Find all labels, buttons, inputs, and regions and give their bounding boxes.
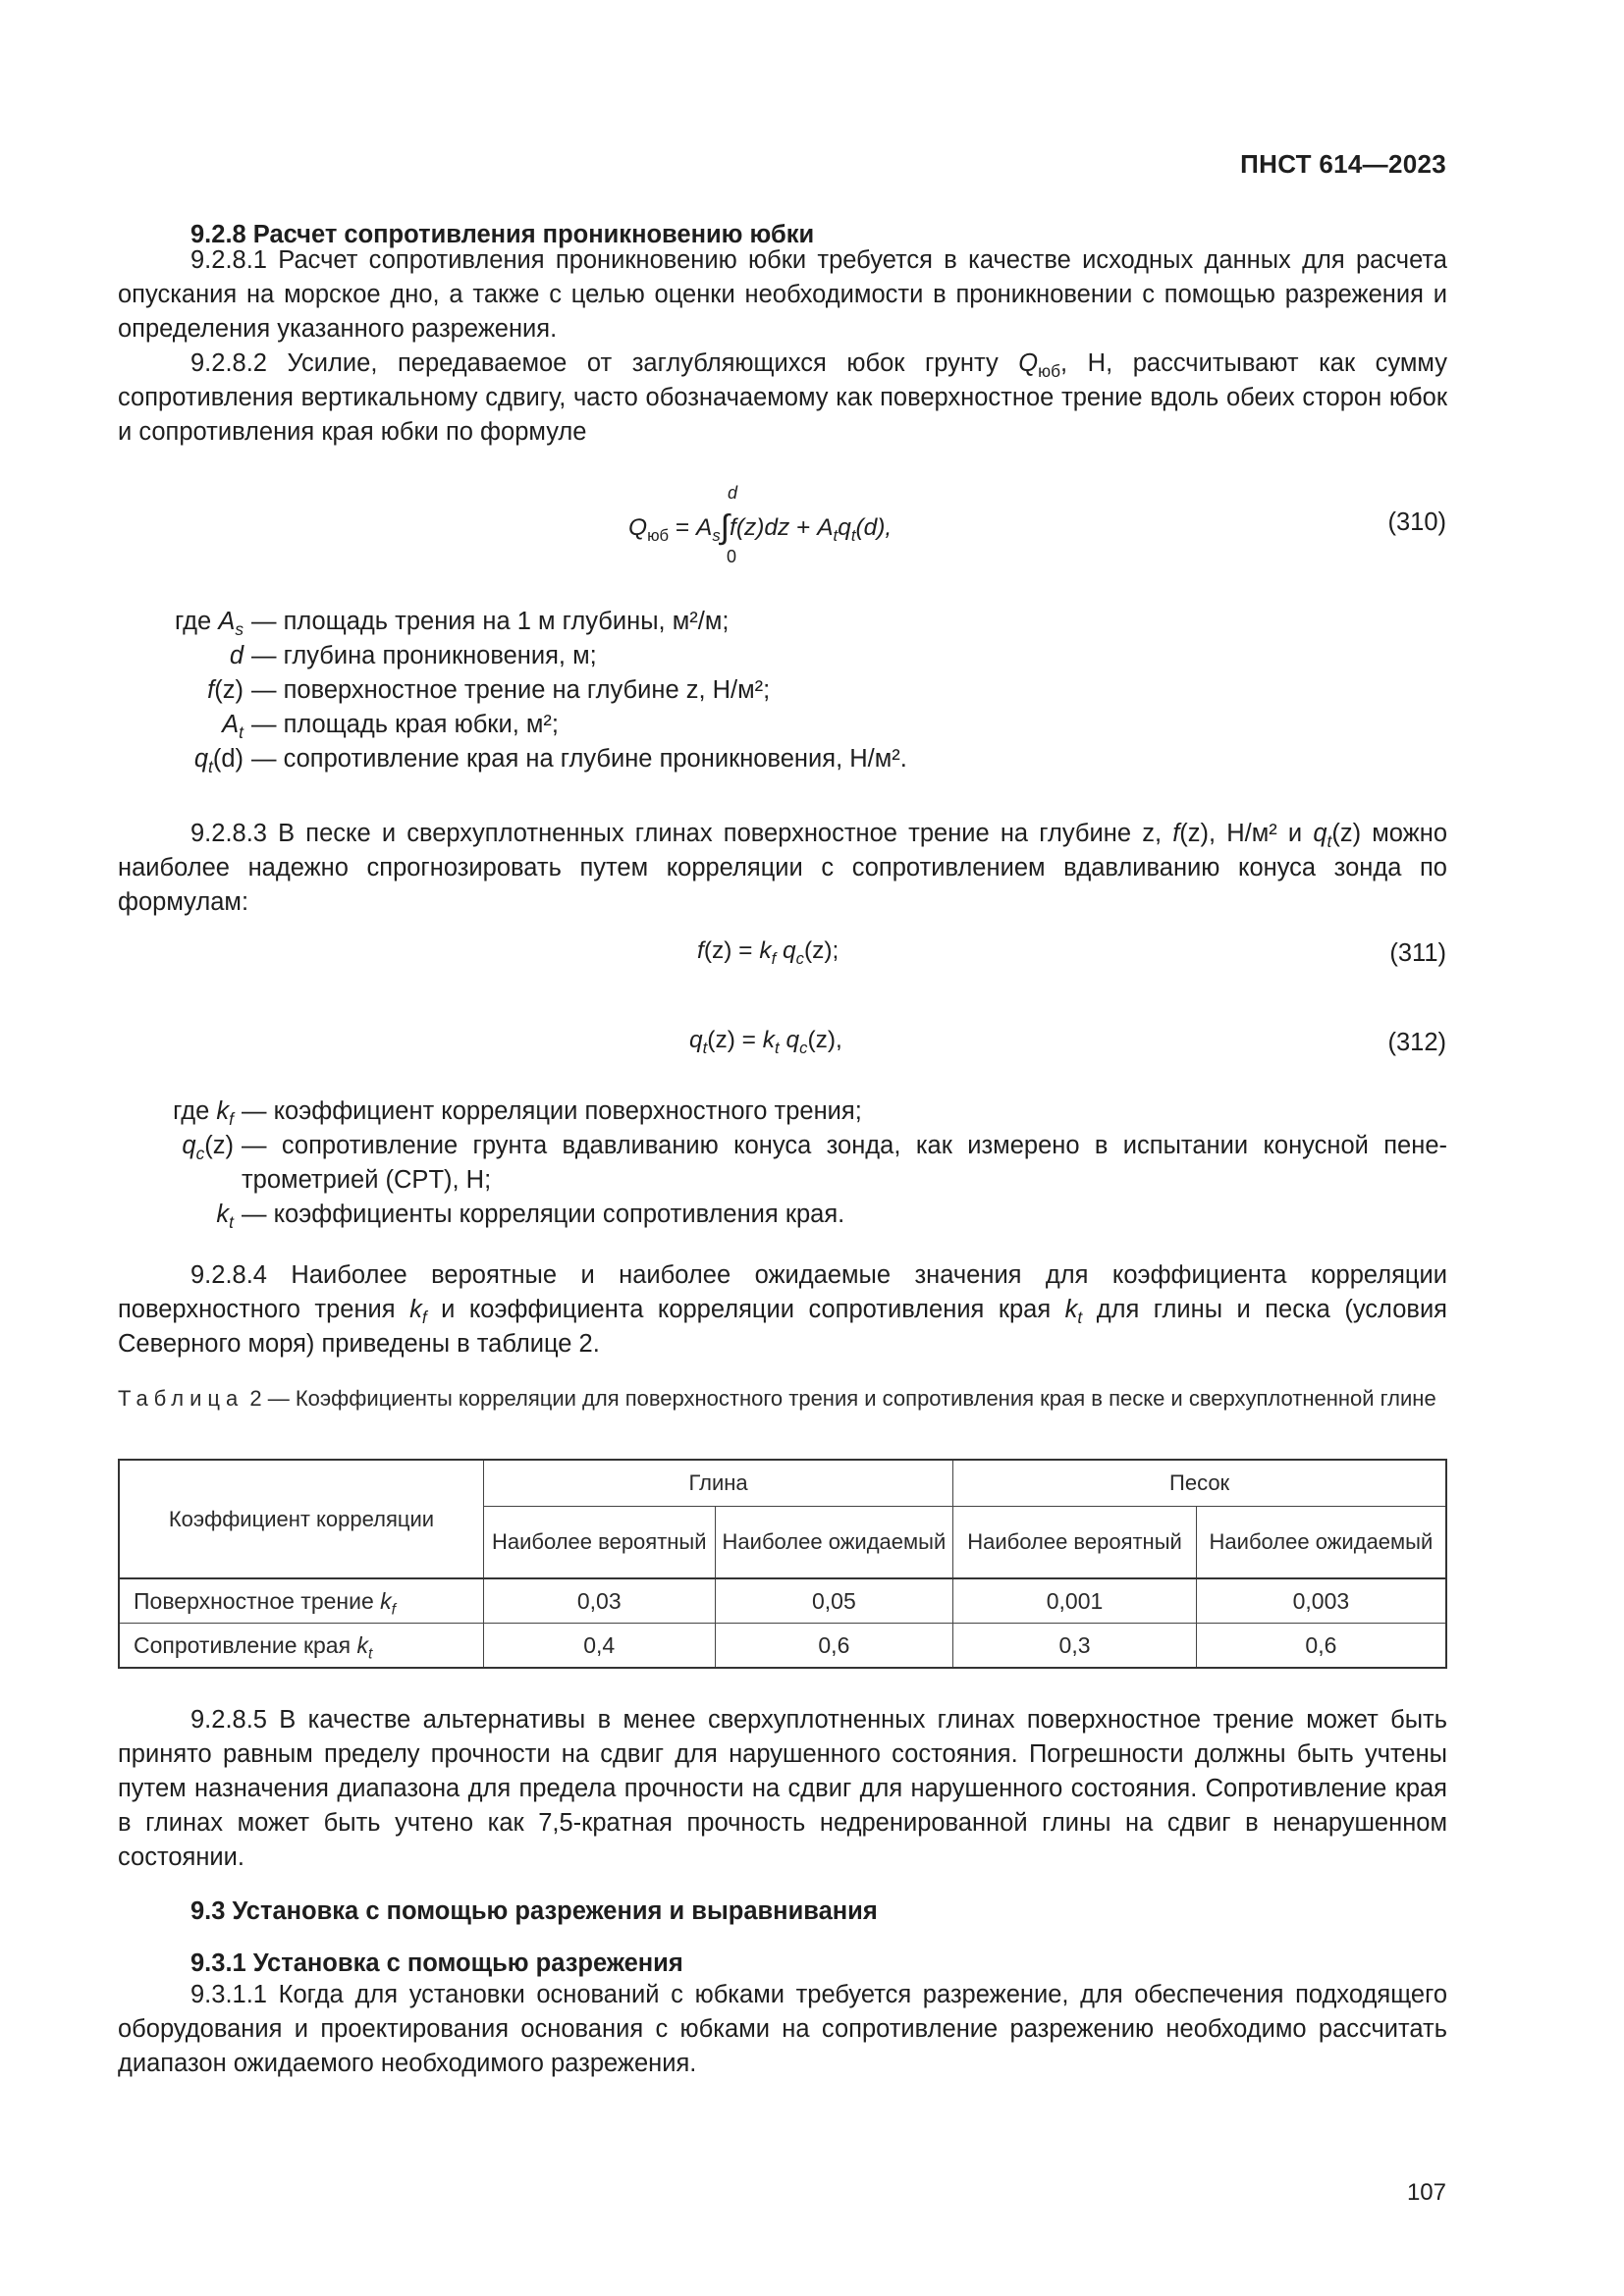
table-header-sand: Песок [953, 1460, 1446, 1507]
document-code: ПНСТ 614—2023 [1240, 149, 1446, 179]
table-cell: 0,05 [715, 1578, 953, 1624]
section-9-3-title: 9.3 Установка с помощью разрежения и выравнивания [190, 1897, 878, 1925]
equation-number-310: (310) [1387, 508, 1446, 536]
formula-310: $Q_{юб} = A_s\int f(z)dz + A_tq_t(d)$, [628, 508, 893, 546]
paragraph-9-2-8-2: 9.2.8.2 Усилие, передаваемое от заглубляющихся юбок грунту $Q_{юб}$, Н, рассчитывают как сумму сопротивления вертикальному сдвигу, часто обозначаемому как поверхностное трение вдоль обеих сторон юбок и сопротивления края юбки по формуле [118, 349, 1447, 446]
paragraph-9-2-8-5: 9.2.8.5 В качестве альтернативы в менее сверхуплотненных глинах поверхностное трение может быть принято равным пределу прочности на сдвиг для нарушенного состояния. Погрешности должны быть учтены путем назначения диапазона для предела прочности на сдвиг для нарушенного состояния. Сопротивление края в глинах может быть учтено как 7,5-кратная прочность недренированной глины на сдвиг в ненарушенном состоянии. [118, 1706, 1447, 1871]
definition-row: d — глубина проникновения, м; [229, 642, 597, 669]
definition-row: где $k_f$ — коэффициент корреляции поверхностного трения; [173, 1097, 862, 1130]
equation-number-312: (312) [1387, 1029, 1446, 1056]
integral-upper-limit: d [728, 483, 738, 503]
integral-sign: ∫ [720, 508, 731, 546]
table-cell: 0,6 [715, 1624, 953, 1669]
table-cell: 0,6 [1196, 1624, 1446, 1669]
table-cell: 0,03 [483, 1578, 715, 1624]
table-subheader: Наиболее ожидаемый [1196, 1507, 1446, 1579]
definition-row: $q_c(z)$ — сопротивление грунта вдавливанию конуса зонда, как измерено в испытании конусной пене-трометрией (CPT), Н; [182, 1132, 1447, 1194]
table-header-clay: Глина [483, 1460, 952, 1507]
definition-row: $A_t$ — площадь края юбки, м²; [222, 711, 559, 743]
table-cell: 0,4 [483, 1624, 715, 1669]
table-cell: 0,3 [953, 1624, 1197, 1669]
paragraph-9-2-8-4: 9.2.8.4 Наиболее вероятные и наиболее ожидаемые значения для коэффициента корреляции поверхностного трения $k_f$ и коэффициента корреляции сопротивления края $k_t$ для глины и песка (условия Северного моря) приведены в таблице 2. [118, 1261, 1447, 1358]
integral-lower-limit: 0 [727, 547, 737, 566]
paragraph-9-2-8-1: 9.2.8.1 Расчет сопротивления проникновению юбки требуется в качестве исходных данных для расчета опускания на морское дно, а также с целью оценки необходимости в проникновении с помощью разрежения и определения указанного разрежения. [118, 246, 1447, 343]
paragraph-9-2-8-3: 9.2.8.3 В песке и сверхуплотненных глинах поверхностное трение на глубине z, f(z), Н/м² и $q_t(z)$ можно наиболее надежно спрогнозировать путем корреляции с сопротивлением вдавливанию конуса зонда по формулам: [118, 820, 1447, 916]
table-cell: 0,003 [1196, 1578, 1446, 1624]
table-row [119, 1578, 1446, 1624]
definitions-311 [118, 1095, 1453, 1232]
where-word: где [175, 608, 212, 635]
row-label: Сопротивление края $k_t$ [119, 1624, 483, 1669]
table-subheader: Наиболее вероятный [483, 1507, 715, 1579]
section-9-3-1-title: 9.3.1 Установка с помощью разрежения [190, 1949, 683, 1977]
table-2 [118, 1459, 1447, 1669]
definition-row: где $A_s$ — площадь трения на 1 м глубины, м²/м; [175, 608, 730, 640]
definition-row: $q_t(d)$ — сопротивление края на глубине проникновения, Н/м². [193, 745, 907, 777]
table-row [119, 1624, 1446, 1669]
page-number: 107 [1406, 2179, 1446, 2206]
equation-number-311: (311) [1389, 939, 1446, 967]
definition-row: $k_t$ — коэффициенты корреляции сопротивления края. [216, 1201, 845, 1233]
paragraph-9-3-1-1: 9.3.1.1 Когда для установки оснований с юбками требуется разрежение, для обеспечения подходящего оборудования и проектирования основания с юбками на сопротивление разрежению необходимо рассчитать диапазон ожидаемого необходимого разрежения. [118, 1981, 1447, 2077]
table-cell: 0,001 [953, 1578, 1197, 1624]
table-header-coefficient: Коэффициент корреляции [119, 1460, 483, 1578]
row-label: Поверхностное трение $k_f$ [119, 1578, 483, 1624]
table-subheader: Наиболее вероятный [953, 1507, 1197, 1579]
section-9-2-8-title: 9.2.8 Расчет сопротивления проникновению юбки [190, 221, 815, 248]
formula-312: $q_t(z) = k_t$ $q_c(z)$, [689, 1027, 842, 1057]
table-subheader: Наиболее ожидаемый [715, 1507, 953, 1579]
definitions-310 [118, 605, 1453, 776]
formula-311: $f(z) = k_f$ $q_c(z)$; [697, 937, 839, 968]
table-2-caption: Таблица 2 — Коэффициенты корреляции для поверхностного трения и сопротивления края в песке и сверхуплотненной глине [118, 1386, 1436, 1411]
definition-row: f(z) — поверхностное трение на глубине z, Н/м²; [207, 676, 771, 704]
